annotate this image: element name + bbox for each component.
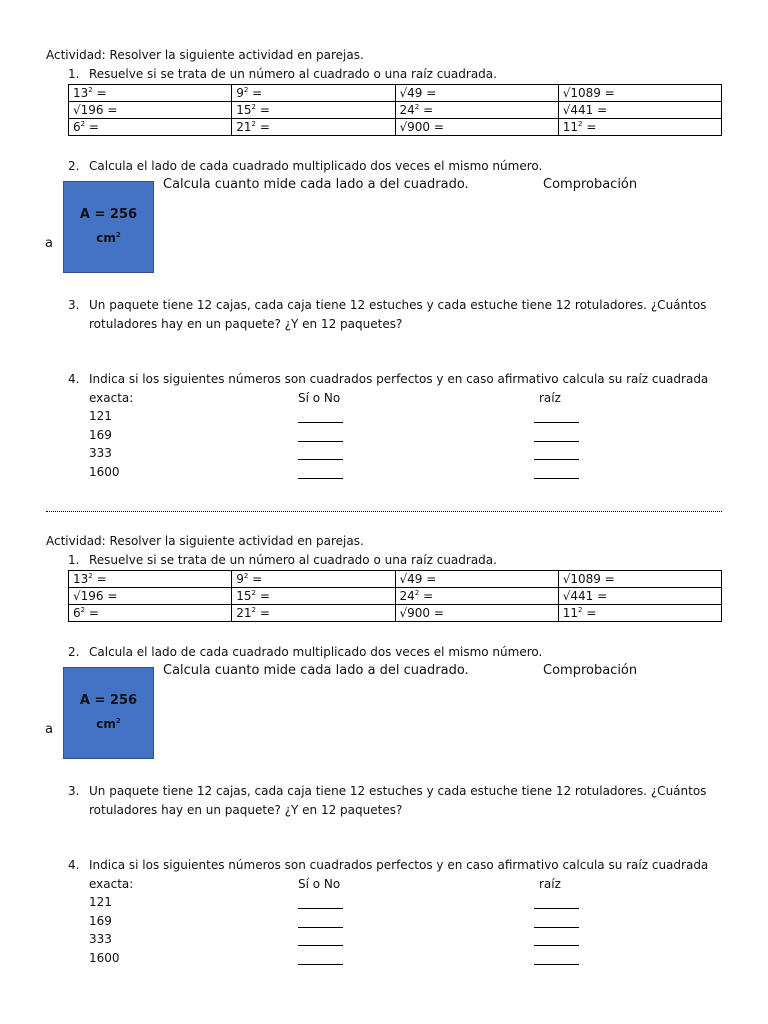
question-number: 1. — [68, 67, 80, 81]
question-text: Un paquete tiene 12 cajas, cada caja tiene 12 estuches y cada estuche tiene 12 rotuladores. ¿Cuántos — [89, 298, 707, 312]
cell-equals: = — [92, 86, 107, 100]
root-column-header: raíz — [539, 877, 561, 891]
cell-base: √1089 = — [562, 86, 615, 100]
square-unit-label — [64, 717, 153, 731]
candidate-number: 169 — [89, 913, 112, 928]
exercise-cell — [69, 102, 232, 119]
yes-no-answer-line[interactable] — [298, 478, 343, 479]
check-label: Comprobación — [543, 177, 638, 192]
cell-equals: = — [248, 572, 263, 586]
question-number: 1. — [68, 553, 80, 567]
candidate-number: 333 — [89, 932, 112, 946]
exercise-cell — [232, 85, 395, 102]
exercise-cell — [69, 588, 232, 605]
cell-exponent: 2 — [251, 103, 256, 111]
check-label: Comprobación — [543, 663, 638, 678]
cell-base: 13 — [73, 572, 89, 586]
cell-base: 24 — [399, 589, 415, 603]
cell-exponent: 2 — [578, 120, 583, 128]
cell-base: 9 — [236, 86, 244, 100]
activity-sheet-2 — [0, 486, 768, 966]
cell-base: √196 = — [73, 103, 118, 117]
exercise-cell — [232, 605, 395, 622]
question-3 — [68, 783, 706, 799]
cell-exponent: 2 — [578, 606, 583, 614]
square-figure — [63, 181, 154, 273]
candidate-number: 333 — [89, 446, 112, 460]
exercise-cell — [232, 571, 395, 588]
cell-equals: = — [256, 120, 270, 134]
cell-equals: = — [92, 572, 107, 586]
cell-exponent: 2 — [243, 86, 249, 94]
question-4-line-2: exacta: — [89, 877, 134, 891]
cell-equals: = — [85, 606, 99, 620]
exercise-cell — [232, 588, 395, 605]
yes-no-answer-line[interactable] — [298, 441, 343, 442]
question-2 — [68, 644, 542, 660]
candidate-number: 169 — [89, 427, 112, 442]
cell-base: 11 — [562, 606, 579, 620]
exercise-cell — [69, 85, 232, 102]
exercise-table — [68, 570, 722, 622]
root-answer-line[interactable] — [534, 478, 579, 479]
cell-base: 6 — [73, 606, 81, 620]
cell-base: 24 — [399, 103, 415, 117]
cell-base: 9 — [236, 572, 244, 586]
exercise-cell — [395, 588, 558, 605]
cell-exponent: 2 — [251, 589, 256, 597]
table-row — [69, 588, 722, 605]
cell-equals: = — [582, 120, 597, 134]
unit-text: cm — [96, 231, 116, 245]
exercise-cell — [558, 119, 721, 136]
candidate-number: 121 — [89, 895, 112, 909]
yes-no-answer-line[interactable] — [298, 927, 343, 928]
cell-exponent: 2 — [414, 589, 420, 597]
cell-equals: = — [85, 120, 99, 134]
cell-exponent: 2 — [80, 606, 86, 614]
root-answer-line[interactable] — [534, 459, 579, 460]
question-text: Indica si los siguientes números son cuadrados perfectos y en caso afirmativo calcula su raíz cuadrada — [89, 858, 709, 872]
square-side-label: a — [45, 722, 53, 737]
cell-exponent: 2 — [414, 103, 420, 111]
exercise-cell — [558, 85, 721, 102]
table-row — [69, 119, 722, 136]
yes-no-answer-line[interactable] — [298, 964, 343, 965]
question-number: 4. — [68, 372, 80, 386]
square-unit-label — [64, 231, 153, 245]
calc-instruction: Calcula cuanto mide cada lado a del cuadrado. — [163, 177, 469, 192]
question-text: Resuelve si se trata de un número al cuadrado o una raíz cuadrada. — [89, 67, 497, 81]
question-3-line-2: rotuladores hay en un paquete? ¿Y en 12 paquetes? — [89, 317, 403, 331]
cell-equals: = — [256, 589, 270, 603]
cell-base: √900 = — [399, 606, 444, 620]
unit-exponent: 2 — [115, 231, 121, 239]
cell-base: 15 — [236, 589, 252, 603]
question-text: Calcula el lado de cada cuadrado multiplicado dos veces el mismo número. — [89, 159, 543, 173]
question-text: Resuelve si se trata de un número al cuadrado o una raíz cuadrada. — [89, 553, 497, 567]
cell-base: √49 = — [399, 572, 437, 586]
cell-base: √441 = — [562, 103, 608, 117]
cell-base: √196 = — [73, 589, 118, 603]
exercise-cell — [558, 588, 721, 605]
unit-exponent: 2 — [115, 717, 121, 725]
root-answer-line[interactable] — [534, 422, 579, 423]
yes-no-column-header: Sí o No — [298, 877, 341, 891]
exercise-cell — [395, 571, 558, 588]
root-answer-line[interactable] — [534, 927, 579, 928]
square-area-label: A = 256 — [79, 693, 138, 708]
activity-sheet-1 — [0, 0, 768, 480]
question-number: 4. — [68, 858, 80, 872]
cell-base: √900 = — [399, 120, 444, 134]
yes-no-answer-line[interactable] — [298, 422, 343, 423]
cell-base: 11 — [562, 120, 579, 134]
root-answer-line[interactable] — [534, 964, 579, 965]
exercise-cell — [558, 571, 721, 588]
question-3-line-2: rotuladores hay en un paquete? ¿Y en 12 paquetes? — [89, 803, 403, 817]
cell-base: √49 = — [399, 86, 437, 100]
yes-no-column-header: Sí o No — [298, 391, 341, 405]
activity-intro: Actividad: Resolver la siguiente actividad en parejas. — [46, 534, 364, 548]
cell-exponent: 2 — [88, 572, 93, 580]
cell-equals: = — [256, 103, 270, 117]
question-2 — [68, 158, 542, 174]
question-3 — [68, 297, 706, 313]
cell-exponent: 2 — [88, 86, 93, 94]
question-number: 2. — [68, 159, 80, 173]
exercise-cell — [69, 119, 232, 136]
yes-no-answer-line[interactable] — [298, 945, 343, 946]
calc-instruction: Calcula cuanto mide cada lado a del cuadrado. — [163, 663, 469, 678]
question-number: 2. — [68, 645, 80, 659]
question-1 — [68, 66, 497, 82]
table-row — [69, 605, 722, 622]
cell-exponent: 2 — [80, 120, 86, 128]
candidate-number: 1600 — [89, 950, 120, 965]
question-text: Indica si los siguientes números son cuadrados perfectos y en caso afirmativo calcula su raíz cuadrada — [89, 372, 709, 386]
root-answer-line[interactable] — [534, 908, 579, 909]
question-text: Calcula el lado de cada cuadrado multiplicado dos veces el mismo número. — [89, 645, 543, 659]
question-4-line-2: exacta: — [89, 391, 134, 405]
root-answer-line[interactable] — [534, 945, 579, 946]
cell-equals: = — [248, 86, 263, 100]
table-row — [69, 102, 722, 119]
root-answer-line[interactable] — [534, 441, 579, 442]
candidate-number: 1600 — [89, 464, 120, 479]
cell-exponent: 2 — [251, 606, 256, 614]
exercise-table — [68, 84, 722, 136]
question-text: Un paquete tiene 12 cajas, cada caja tiene 12 estuches y cada estuche tiene 12 rotuladores. ¿Cuántos — [89, 784, 707, 798]
activity-intro: Actividad: Resolver la siguiente actividad en parejas. — [46, 48, 364, 62]
cell-equals: = — [582, 606, 597, 620]
cell-equals: = — [419, 103, 434, 117]
cell-base: √441 = — [562, 589, 608, 603]
question-4 — [68, 371, 708, 387]
cell-exponent: 2 — [251, 120, 256, 128]
question-number: 3. — [68, 298, 80, 312]
cell-equals: = — [419, 589, 434, 603]
exercise-cell — [232, 102, 395, 119]
table-row — [69, 85, 722, 102]
unit-text: cm — [96, 717, 116, 731]
table-row — [69, 571, 722, 588]
exercise-cell — [558, 605, 721, 622]
exercise-cell — [395, 119, 558, 136]
yes-no-answer-line[interactable] — [298, 908, 343, 909]
question-4 — [68, 857, 708, 873]
cell-base: 13 — [73, 86, 89, 100]
exercise-cell — [395, 85, 558, 102]
candidate-number: 121 — [89, 409, 112, 423]
square-area-label: A = 256 — [79, 207, 138, 222]
exercise-cell — [395, 102, 558, 119]
cell-base: 15 — [236, 103, 252, 117]
cell-base: 21 — [236, 120, 252, 134]
exercise-cell — [69, 571, 232, 588]
square-side-label: a — [45, 236, 53, 251]
square-figure — [63, 667, 154, 759]
cell-equals: = — [256, 606, 270, 620]
question-1 — [68, 552, 497, 568]
exercise-cell — [232, 119, 395, 136]
cell-base: 21 — [236, 606, 252, 620]
exercise-cell — [69, 605, 232, 622]
exercise-cell — [558, 102, 721, 119]
cell-base: √1089 = — [562, 572, 615, 586]
exercise-cell — [395, 605, 558, 622]
yes-no-answer-line[interactable] — [298, 459, 343, 460]
root-column-header: raíz — [539, 391, 561, 405]
question-number: 3. — [68, 784, 80, 798]
cell-exponent: 2 — [243, 572, 249, 580]
cell-base: 6 — [73, 120, 81, 134]
